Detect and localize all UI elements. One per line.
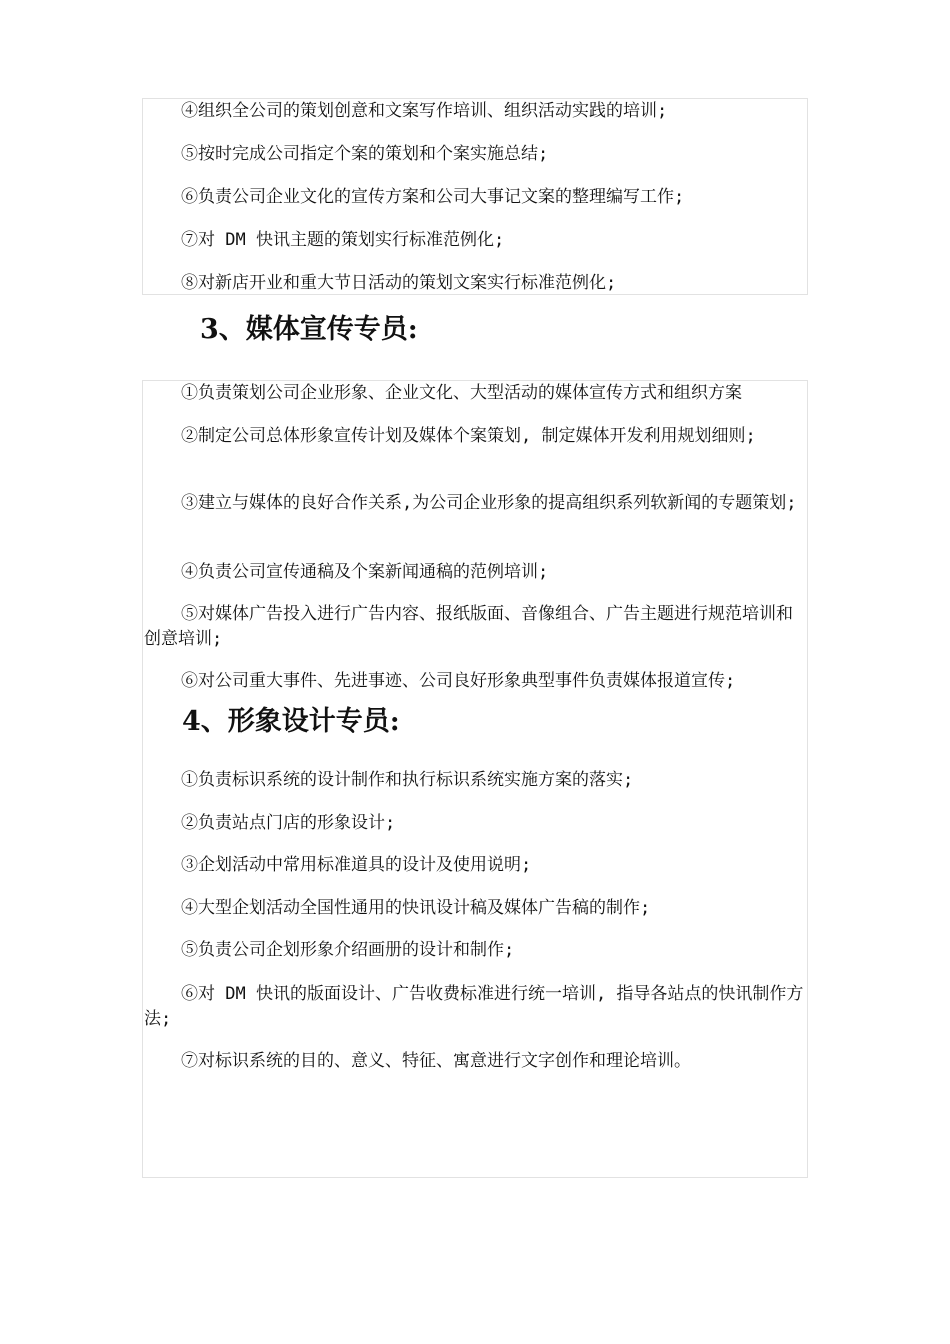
duty-item: ⑤对媒体广告投入进行广告内容、报纸版面、音像组合、广告主题进行规范培训和创意培训; (144, 604, 793, 649)
duty-item: ③企划活动中常用标准道具的设计及使用说明; (181, 855, 532, 875)
duty-item: ④负责公司宣传通稿及个案新闻通稿的范例培训; (181, 562, 549, 582)
duty-item: ④大型企划活动全国性通用的快讯设计稿及媒体广告稿的制作; (181, 898, 651, 918)
duty-item: ⑥对 DM 快讯的版面设计、广告收费标准进行统一培训, 指导各站点的快讯制作方法; (144, 984, 804, 1029)
section-heading-media: 3、媒体宣传专员: (200, 314, 418, 345)
duty-item: ⑤按时完成公司指定个案的策划和个案实施总结; (181, 144, 549, 164)
duty-item: ⑤负责公司企划形象介绍画册的设计和制作; (181, 940, 515, 960)
duty-item: ①负责策划公司企业形象、企业文化、大型活动的媒体宣传方式和组织方案 (181, 383, 742, 403)
duty-item: ①负责标识系统的设计制作和执行标识系统实施方案的落实; (181, 770, 634, 790)
duty-item: ⑥对公司重大事件、先进事迹、公司良好形象典型事件负责媒体报道宣传; (181, 671, 736, 691)
duty-item: ③建立与媒体的良好合作关系,为公司企业形象的提高组织系列软新闻的专题策划; (181, 493, 797, 513)
duty-item: ②负责站点门店的形象设计; (181, 813, 396, 833)
duty-item: ⑧对新店开业和重大节日活动的策划文案实行标准范例化; (181, 273, 617, 293)
duty-item: ⑦对标识系统的目的、意义、特征、寓意进行文字创作和理论培训。 (181, 1051, 691, 1071)
duty-item: ⑥负责公司企业文化的宣传方案和公司大事记文案的整理编写工作; (181, 187, 685, 207)
duty-item: ⑦对 DM 快讯主题的策划实行标准范例化; (181, 230, 505, 250)
section-heading-design: 4、形象设计专员: (182, 706, 400, 737)
duty-item: ④组织全公司的策划创意和文案写作培训、组织活动实践的培训; (181, 101, 668, 121)
duty-item: ②制定公司总体形象宣传计划及媒体个案策划, 制定媒体开发利用规划细则; (181, 426, 756, 446)
